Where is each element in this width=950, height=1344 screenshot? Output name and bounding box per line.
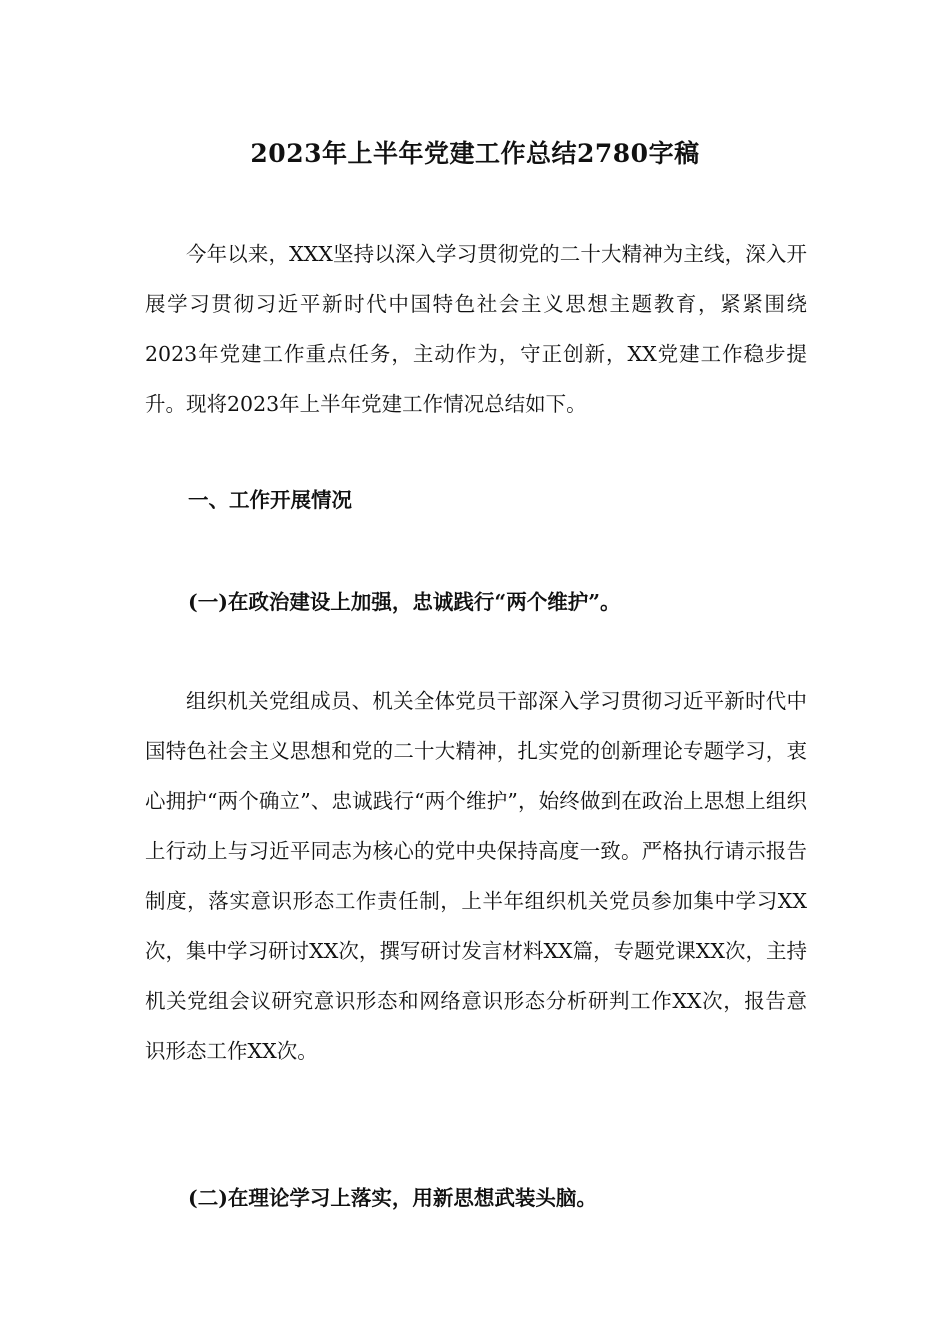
intro-paragraph: 今年以来，XXX坚持以深入学习贯彻党的二十大精神为主线，深入开展学习贯彻习近平新时代中国特色社会主义思想主题教育，紧紧围绕2023年党建工作重点任务，主动作为，守正创新，XX党建工作稳步提升。现将2023年上半年党建工作情况总结如下。 [145,242,807,416]
document-title: 2023年上半年党建工作总结2780字稿 [250,139,700,168]
subsection-heading-2: (二)在理论学习上落实，用新思想武装头脑。 [188,1186,597,1210]
subsection-1-body: 组织机关党组成员、机关全体党员干部深入学习贯彻习近平新时代中国特色社会主义思想和党的二十大精神，扎实党的创新理论专题学习，衷心拥护“两个确立”、忠诚践行“两个维护”，始终做到在政治上思想上组织上行动上与习近平同志为核心的党中央保持高度一致。严格执行请示报告制度，落实意识形态工作责任制，上半年组织机关党员参加集中学习XX次，集中学习研讨XX次，撰写研讨发言材料XX篇，专题党课XX次，主持机关党组会议研究意识形态和网络意识形态分析研判工作XX次，报告意识形态工作XX次。 [145,689,807,1063]
subsection-heading-1: (一)在政治建设上加强，忠诚践行“两个维护”。 [188,590,621,614]
section-heading-1: 一、工作开展情况 [188,488,352,512]
